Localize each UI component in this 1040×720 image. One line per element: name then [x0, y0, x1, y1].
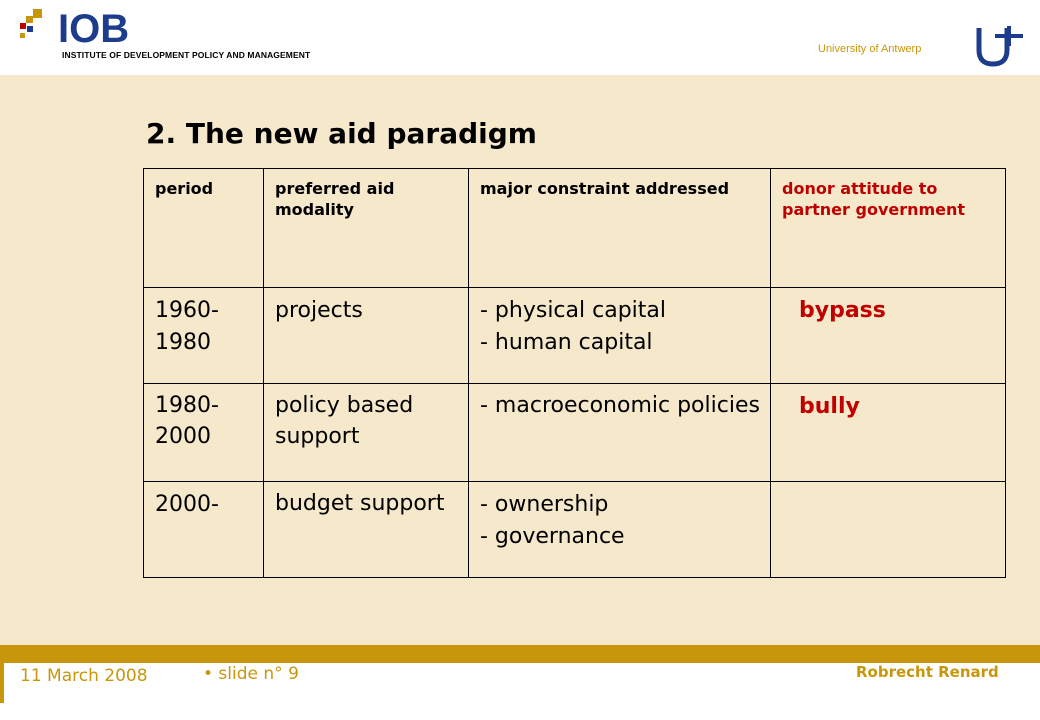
aid-paradigm-table [143, 168, 1006, 578]
constraint-item: - physical capital [480, 298, 666, 323]
slide-header [0, 0, 1040, 75]
footer-divider [0, 663, 4, 703]
table-row [144, 384, 1006, 482]
cell-attitude: bully [771, 384, 1006, 482]
cell-modality: policy based support [264, 384, 469, 482]
university-name: University of Antwerp [818, 43, 922, 55]
cell-period: 2000- [144, 482, 264, 578]
slide-number: • slide n° 9 [203, 664, 299, 684]
header-period: period [144, 169, 264, 288]
constraint-item: - human capital [480, 329, 653, 355]
cell-constraint [469, 482, 771, 578]
footer-band [0, 645, 1040, 663]
header-attitude: donor attitude to partner government [771, 169, 1006, 288]
cell-constraint [469, 384, 771, 482]
header-constraint: major constraint addressed [469, 169, 771, 288]
logo-letters: IOB [58, 7, 130, 51]
cell-period: 1960- 1980 [144, 288, 264, 384]
slide-title: 2. The new aid paradigm [146, 117, 537, 150]
constraint-item: - macroeconomic policies [480, 393, 760, 418]
table-row [144, 482, 1006, 578]
logo-subtitle: INSTITUTE OF DEVELOPMENT POLICY AND MANAGEMENT [62, 50, 311, 60]
cell-period: 1980- 2000 [144, 384, 264, 482]
constraint-item: - ownership [480, 492, 609, 517]
cell-attitude [771, 482, 1006, 578]
cell-modality: budget support [264, 482, 469, 578]
header-modality: preferred aid modality [264, 169, 469, 288]
university-shield-icon [975, 24, 1027, 68]
table-header-row [144, 169, 1006, 288]
cell-modality: projects [264, 288, 469, 384]
cell-constraint [469, 288, 771, 384]
cell-attitude: bypass [771, 288, 1006, 384]
constraint-item: - governance [480, 523, 625, 549]
table-row [144, 288, 1006, 384]
author-name: Robrecht Renard [856, 663, 999, 681]
footer-date: 11 March 2008 [20, 666, 148, 686]
